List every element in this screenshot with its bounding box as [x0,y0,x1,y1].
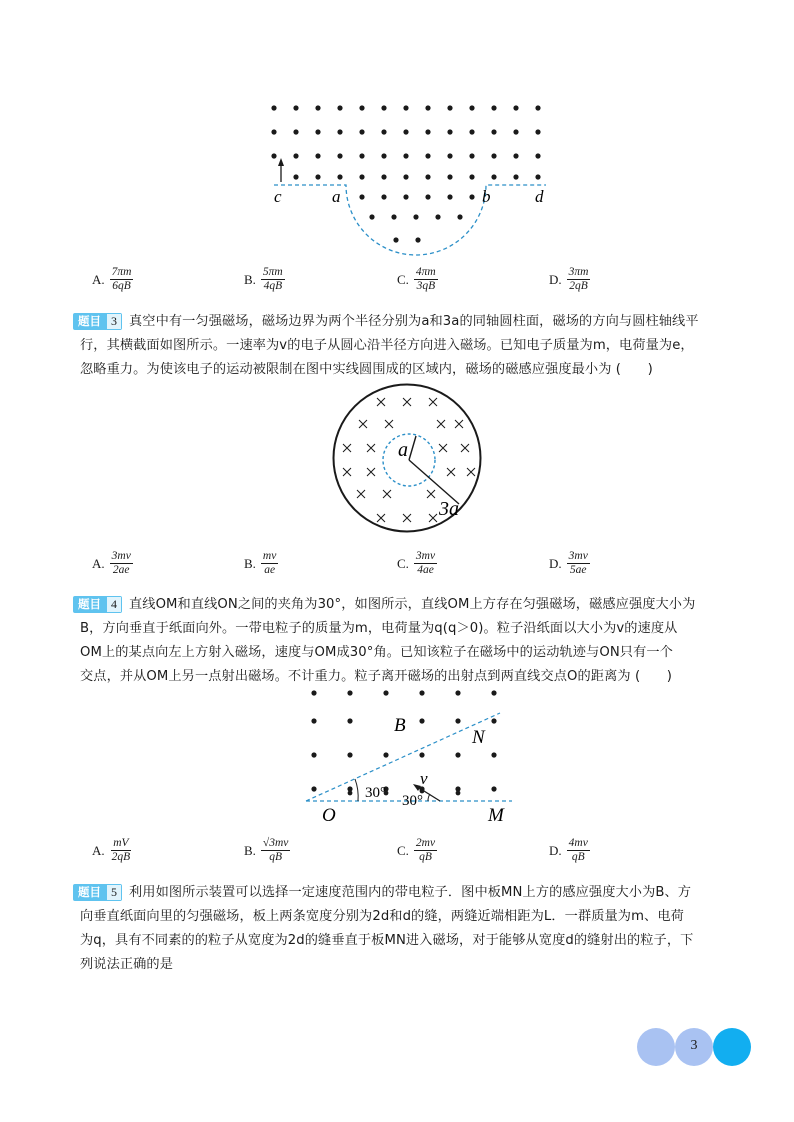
field-dot [359,105,364,110]
field-cross [447,468,455,476]
field-dot [359,174,364,179]
q5-text-cont: 向垂直纸面向里的匀强磁场，板上两条宽度分别为2d和d的缝，两缝近端相距为L．一群质量为m、电荷 为q，具有不同素的的粒子从宽度为2d的缝垂直于板MN进入磁场，对于能够从宽度d的缝射出的粒子，下 列说法正确的是 [80,909,694,972]
field-cross [359,420,367,428]
field-dot [381,174,386,179]
field-dot [469,153,474,158]
q3-option-a[interactable]: A. $\frac{3mv}{2ae}$ [92,550,131,576]
field-cross [367,468,375,476]
magnetic-field-dots [271,105,540,242]
field-dot [419,752,424,757]
q3-option-b[interactable]: B. $\frac{mv}{ae}$ [244,550,277,576]
label-v: v [420,769,428,788]
field-dot [425,105,430,110]
q4-tag: 题目 4 [73,596,122,613]
field-dot [293,129,298,134]
field-dot [403,174,408,179]
field-cross [403,514,411,522]
field-dot [469,174,474,179]
badge-circle-left [637,1028,675,1066]
field-dot [447,129,452,134]
field-dot [425,129,430,134]
field-dot [491,786,496,791]
field-dot [311,690,316,695]
label-a: a [398,439,408,461]
label-O: O [322,805,336,826]
field-cross [367,444,375,452]
field-dot [381,129,386,134]
field-dot [535,174,540,179]
q2-option-b[interactable]: B. $\frac{5\pi m}{4qB}$ [244,266,283,292]
field-dot [393,237,398,242]
field-dot [469,129,474,134]
field-cross [461,444,469,452]
label-B: B [394,715,406,736]
label-b: b [482,187,491,206]
badge-circle-right [713,1028,751,1066]
field-dot [347,752,352,757]
field-dot [311,752,316,757]
field-dot [383,690,388,695]
q3-figure [331,382,483,534]
field-dot [491,690,496,695]
field-dot [535,129,540,134]
field-dot [315,129,320,134]
field-cross [427,490,435,498]
field-dot [435,214,440,219]
label-N: N [472,727,485,748]
q3-text-cont: 行，其横截面如图所示。一速率为v的电子从圆心沿半径方向进入磁场。已知电子质量为m，电荷量为e， 忽略重力。为使该电子的运动被限制在图中实线圆围成的区域内，磁场的磁感应强度最小为 ( ) [80,338,694,377]
field-cross [467,468,475,476]
field-dot [469,194,474,199]
field-dot [347,718,352,723]
field-dot [315,105,320,110]
field-dot [315,153,320,158]
label-M: M [488,805,504,826]
field-dot [391,214,396,219]
field-dot [337,153,342,158]
field-dot [447,105,452,110]
label-angle-1: 30° [365,785,386,801]
q4-option-c[interactable]: C. $\frac{2mv}{qB}$ [397,837,436,863]
field-dot [315,174,320,179]
field-dot [513,129,518,134]
field-dot [491,174,496,179]
field-dot [491,105,496,110]
angle-arc-v [428,794,430,801]
field-dot [535,153,540,158]
radius-a [409,436,416,460]
field-dot [359,194,364,199]
field-dot [271,129,276,134]
field-dot [415,237,420,242]
q2-option-a[interactable]: A. $\frac{7\pi m}{6qB}$ [92,266,132,292]
field-dot [383,752,388,757]
field-cross [383,490,391,498]
field-cross [343,444,351,452]
label-a: a [332,187,341,206]
field-dot [293,153,298,158]
field-cross [357,490,365,498]
page-number: 3 [690,1038,698,1053]
field-dot [293,105,298,110]
label-angle-2: 30° [402,793,423,809]
field-dot [337,105,342,110]
q2-figure [262,96,562,256]
q3-text: 真空中有一匀强磁场，磁场边界为两个半径分别为a和3a的同轴圆柱面，磁场的方向与圆柱轴线平 [129,314,699,329]
q3-option-c[interactable]: C. $\frac{3mv}{4ae}$ [397,550,436,576]
field-cross [439,444,447,452]
label-d: d [535,187,544,206]
magnetic-field-dots [311,690,496,795]
q3-option-d[interactable]: D. $\frac{3mv}{5ae}$ [549,550,588,576]
field-dot [381,153,386,158]
angle-arc-O [355,779,358,801]
field-dot [447,153,452,158]
field-dot [513,105,518,110]
q4-option-d[interactable]: D. $\frac{4mv}{qB}$ [549,837,588,863]
field-dot [359,129,364,134]
field-dot [425,153,430,158]
field-dot [271,105,276,110]
q4-text: 直线OM和直线ON之间的夹角为30°，如图所示，直线OM上方存在匀强磁场，磁感应强度大小为 [129,597,696,612]
q2-option-d[interactable]: D. $\frac{3\pi m}{2qB}$ [549,266,589,292]
field-dot [425,174,430,179]
field-dot [293,174,298,179]
field-dot [403,153,408,158]
field-dot [513,153,518,158]
field-cross [385,420,393,428]
field-cross [377,514,385,522]
label-3a: 3a [439,498,459,520]
q4-option-b[interactable]: B. $\frac{√3mv}{qB}$ [244,837,289,863]
q3-tag: 题目 3 [73,313,122,330]
field-dot [403,105,408,110]
field-dot [311,718,316,723]
field-dot [456,791,461,796]
q4-option-a[interactable]: A. $\frac{mV}{2qB}$ [92,837,131,863]
field-dot [381,194,386,199]
q4-text-cont: B，方向垂直于纸面向外。一带电粒子的质量为m，电荷量为q(q＞0)。粒子沿纸面以大小为v的速度从 OM上的某点向左上方射入磁场，速度与OM成30°角。已知该粒子在磁场中的运动轨迹与ON只有一个 交点，并从OM上另一点射出磁场。不计重力。粒子离开磁场的出射点到两直线交点O的距离为 ( ) [80,621,678,684]
field-boundary [274,185,546,255]
q5-tag: 题目 5 [73,884,122,901]
field-dot [337,174,342,179]
field-dot [491,129,496,134]
field-dot [455,752,460,757]
field-dot [425,194,430,199]
field-dot [457,214,462,219]
field-cross [429,514,437,522]
arrow-head [278,158,284,166]
field-dot [311,786,316,791]
field-dot [455,718,460,723]
field-dot [491,718,496,723]
field-dot [381,105,386,110]
field-dot [447,194,452,199]
field-dot [535,105,540,110]
field-dot [337,129,342,134]
field-cross [455,420,463,428]
field-dot [413,214,418,219]
q2-option-c[interactable]: C. $\frac{4\pi m}{3qB}$ [397,266,436,292]
field-cross [437,420,445,428]
field-dot [403,194,408,199]
field-dot [359,153,364,158]
field-dot [491,153,496,158]
field-dot [469,105,474,110]
field-dot [419,690,424,695]
field-dot [347,690,352,695]
label-c: c [274,187,282,206]
field-dot [369,214,374,219]
field-dot [271,153,276,158]
field-dot [419,718,424,723]
field-cross [429,398,437,406]
field-cross [377,398,385,406]
field-cross [403,398,411,406]
field-dot [513,174,518,179]
field-dot [491,752,496,757]
q4-figure [300,683,522,828]
field-dot [348,791,353,796]
field-cross [343,468,351,476]
field-dot [447,174,452,179]
field-dot [455,690,460,695]
field-dot [403,129,408,134]
q5-text: 利用如图所示装置可以选择一定速度范围内的带电粒子．图中板MN上方的感应强度大小为B、方 [129,885,692,900]
